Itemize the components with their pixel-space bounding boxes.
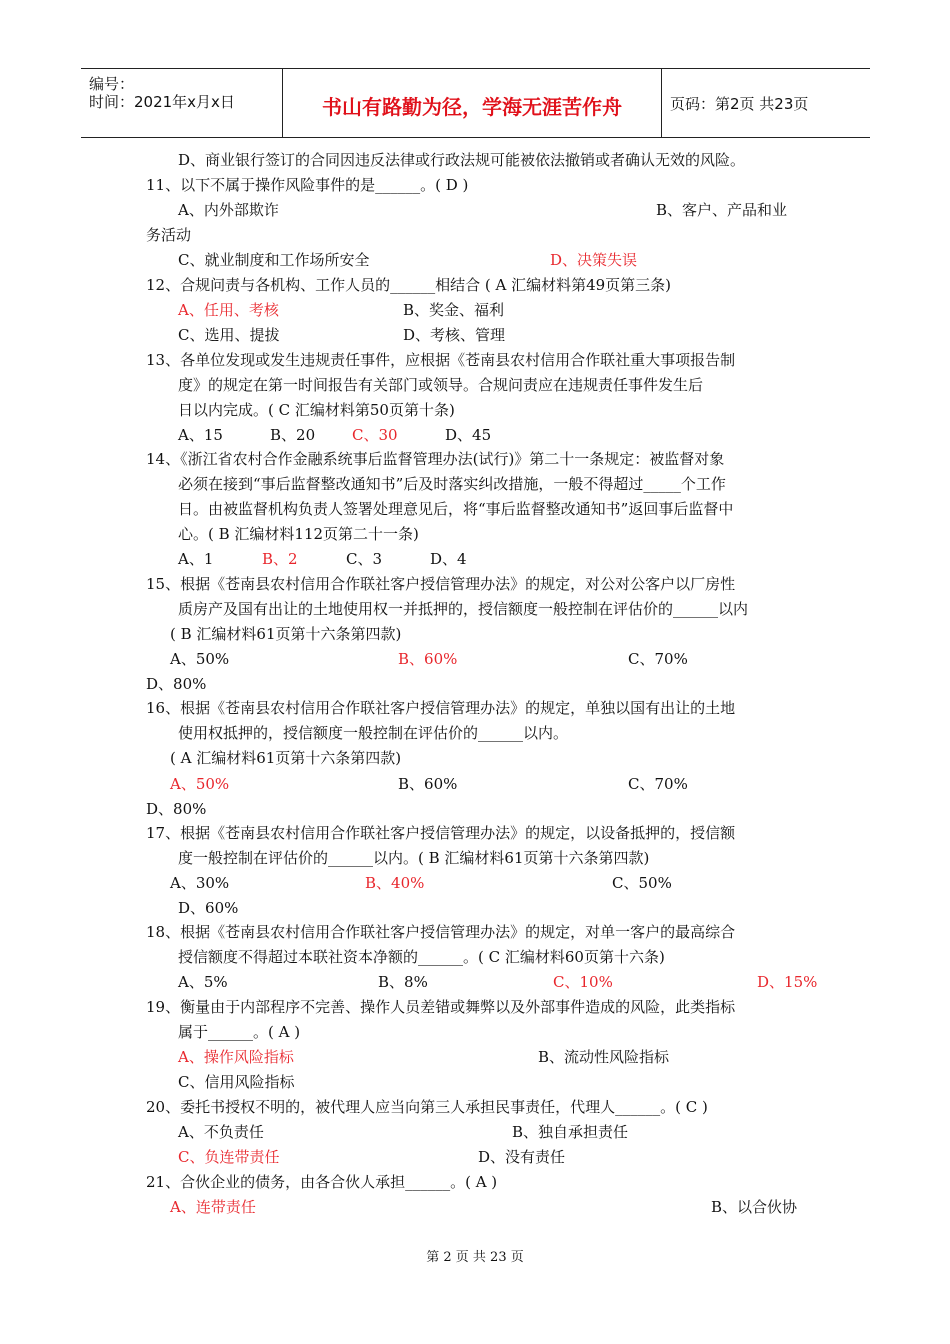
text-line: 21、合伙企业的债务，由各合伙人承担______。( A ) — [146, 1173, 498, 1191]
text-line: C、信用风险指标 — [178, 1073, 295, 1091]
text-line: 必须在接到“事后监督整改通知书”后及时落实纠改措施，一般不得超过_____个工作 — [178, 475, 726, 493]
text-line: D、考核、管理 — [403, 326, 506, 344]
text-line: 15、根据《苍南县农村信用合作联社客户授信管理办法》的规定，对公对公客户以厂房性 — [146, 575, 736, 593]
text-line: B、8% — [378, 973, 428, 991]
text-line: B、奖金、福利 — [403, 301, 505, 319]
text-line: 日。由被监督机构负责人签署处理意见后，将“事后监督整改通知书”返回事后监督中 — [178, 500, 734, 518]
text-line: A、50% — [170, 650, 230, 668]
serial-label: 编号： — [89, 75, 135, 93]
text-line: 20、委托书授权不明的，被代理人应当向第三人承担民事责任，代理人______。( C ) — [146, 1098, 708, 1116]
text-line: 属于______。( A ) — [178, 1023, 301, 1041]
date-label: 时间：2021年x月x日 — [89, 93, 235, 111]
page-footer: 第 2 页 共 23 页 — [426, 1250, 524, 1265]
text-line: C、70% — [628, 650, 688, 668]
text-line: 18、根据《苍南县农村信用合作联社客户授信管理办法》的规定，对单一客户的最高综合 — [146, 923, 736, 941]
text-line: A、连带责任 — [170, 1198, 256, 1216]
header-right-cell — [662, 69, 870, 137]
text-line: 14、《浙江省农村合作金融系统事后监督管理办法(试行)》第二十一条规定：被监督对象 — [146, 450, 725, 468]
text-line: C、70% — [628, 775, 688, 793]
text-line: A、50% — [170, 775, 230, 793]
text-line: D、决策失误 — [550, 251, 638, 269]
text-line: 度一般控制在评估价的______以内。( B 汇编材料61页第十六条第四款) — [178, 849, 650, 867]
text-line: C、就业制度和工作场所安全 — [178, 251, 370, 269]
text-line: 19、衡量由于内部程序不完善、操作人员差错或舞弊以及外部事件造成的风险，此类指标 — [146, 998, 736, 1016]
text-line: 11、以下不属于操作风险事件的是______。( D ) — [146, 176, 469, 194]
text-line: 使用权抵押的，授信额度一般控制在评估价的______以内。 — [178, 724, 569, 742]
text-line: D、60% — [178, 899, 239, 917]
text-line: B、2 — [262, 550, 298, 568]
text-line: 17、根据《苍南县农村信用合作联社客户授信管理办法》的规定，以设备抵押的，授信额 — [146, 824, 736, 842]
text-line: A、内外部欺诈 — [178, 201, 279, 219]
text-line: B、独自承担责任 — [512, 1123, 629, 1141]
text-line: C、30 — [352, 426, 398, 444]
text-line: 日以内完成。( C 汇编材料第50页第十条) — [178, 401, 455, 419]
text-line: C、负连带责任 — [178, 1148, 280, 1166]
text-line: C、选用、提拔 — [178, 326, 280, 344]
page-label: 页码：第2页 共23页 — [670, 95, 809, 113]
text-line: B、60% — [398, 650, 458, 668]
text-line: D、45 — [445, 426, 492, 444]
text-line: 12、合规问责与各机构、工作人员的______相结合 ( A 汇编材料第49页第三条) — [146, 276, 672, 294]
text-line: 务活动 — [146, 226, 192, 244]
text-line: D、80% — [146, 800, 207, 818]
text-line: A、操作风险指标 — [178, 1048, 294, 1066]
header-left-cell — [81, 69, 283, 137]
text-line: D、没有责任 — [478, 1148, 566, 1166]
text-line: B、以合伙协 — [711, 1198, 798, 1216]
text-line: B、20 — [270, 426, 316, 444]
text-line: A、不负责任 — [178, 1123, 264, 1141]
text-line: D、商业银行签订的合同因违反法律或行政法规可能被依法撤销或者确认无效的风险。 — [178, 151, 746, 169]
motto: 书山有路勤为径，学海无涯苦作舟 — [322, 95, 622, 119]
text-line: B、40% — [365, 874, 425, 892]
text-line: A、15 — [178, 426, 223, 444]
text-line: B、流动性风险指标 — [538, 1048, 670, 1066]
text-line: D、80% — [146, 675, 207, 693]
text-line: A、5% — [178, 973, 228, 991]
text-line: C、50% — [612, 874, 672, 892]
text-line: 质房产及国有出让的土地使用权一并抵押的，授信额度一般控制在评估价的______以内 — [178, 600, 749, 618]
text-line: ( B 汇编材料61页第十六条第四款) — [170, 625, 402, 643]
text-line: 度》的规定在第一时间报告有关部门或领导。合规问责应在违规责任事件发生后 — [178, 376, 704, 394]
text-line: A、任用、考核 — [178, 301, 279, 319]
text-line: B、60% — [398, 775, 458, 793]
page-header — [81, 68, 870, 138]
text-line: A、30% — [170, 874, 230, 892]
text-line: ( A 汇编材料61页第十六条第四款) — [170, 749, 402, 767]
text-line: 授信额度不得超过本联社资本净额的______。( C 汇编材料60页第十六条) — [178, 948, 665, 966]
text-line: 13、各单位发现或发生违规责任事件，应根据《苍南县农村信用合作联社重大事项报告制 — [146, 351, 736, 369]
text-line: 16、根据《苍南县农村信用合作联社客户授信管理办法》的规定，单独以国有出让的土地 — [146, 699, 736, 717]
text-line: C、3 — [346, 550, 383, 568]
text-line: D、15% — [757, 973, 818, 991]
header-center-cell — [283, 69, 662, 137]
text-line: 心。( B 汇编材料112页第二十一条) — [178, 525, 419, 543]
text-line: D、4 — [430, 550, 467, 568]
text-line: C、10% — [553, 973, 613, 991]
text-line: A、1 — [178, 550, 214, 568]
text-line: B、客户、产品和业 — [656, 201, 788, 219]
